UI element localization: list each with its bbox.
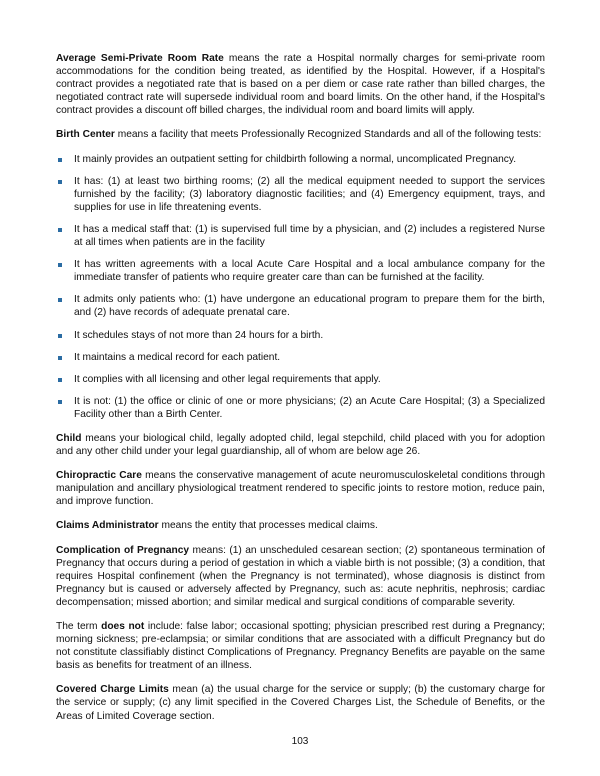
definition-term: Average Semi-Private Room Rate [56, 53, 224, 64]
list-item [56, 153, 545, 166]
definition-body: means the conservative management of acute neuromusculoskeletal conditions through manipulation and ancillary physiological treatment rendered to specific joints to restore motion, reduce pain, and improve function. [56, 470, 545, 508]
bullet-square-icon [58, 180, 62, 184]
list-item [56, 351, 545, 364]
birth-center-tests-list [56, 153, 545, 421]
definition-term: Chiropractic Care [56, 470, 142, 482]
bullet-square-icon [58, 228, 62, 232]
list-item-text: It has a medical staff that: (1) is supervised full time by a physician, and (2) includes a registered Nurse at all times when patients are in the facility [74, 223, 545, 249]
definition-term: Complication of Pregnancy [56, 544, 190, 556]
list-item-text: It is not: (1) the office or clinic of one or more physicians; (2) an Acute Care Hospital; (3) a Specialized Facility other than a Birth Center. [74, 395, 545, 420]
definition-chiropractic-care [56, 469, 545, 508]
list-item [56, 395, 545, 421]
bullet-square-icon [58, 400, 62, 404]
definition-body: means your biological child, legally adopted child, legal stepchild, child placed with you for adoption and any other child under your legal guardianship, all of whom are below age 26. [56, 432, 545, 458]
list-item-text: It complies with all licensing and other legal requirements that apply. [74, 373, 381, 385]
definition-body: means the rate a Hospital normally charges for semi-private room accommodations for the condition being treated, as identified by the Hospital. However, if a Hospital's contract provides a negotiated rate that is based on a per diem or case rate rather than billed charges, the negotiated contract rate will supersede individual room and board limits. On the other hand, if the Hospital's contract provides a discount off billed charges, the individual room and board limits will apply. [56, 53, 545, 117]
list-item-text: It has written agreements with a local Acute Care Hospital and a local ambulance company for the immediate transfer of patients who require greater care than can be furnished at the facility. [74, 259, 545, 284]
bullet-square-icon [58, 298, 62, 302]
list-item [56, 258, 545, 284]
list-item [56, 373, 545, 386]
definition-body: means: (1) an unscheduled cesarean section; (2) spontaneous termination of Pregnancy that occurs during a period of gestation in which a viable birth is not possible; (3) a condition, that requires Hospital confinement (when the Pregnancy is not terminated), whose diagnosis is distinct from Pregnancy but is caused or adversely affected by Pregnancy, such as: acute nephritis, nephrosis; cardiac decompensation; missed abortion; and similar medical and surgical conditions of comparable severity. [56, 544, 545, 608]
list-item-text: It maintains a medical record for each patient. [74, 351, 281, 363]
bullet-square-icon [58, 378, 62, 382]
definition-body: means a facility that meets Professionally Recognized Standards and all of the following tests: [114, 129, 542, 141]
list-item-text: It has: (1) at least two birthing rooms; (2) all the medical equipment needed to support the services furnished by the facility; (3) laboratory diagnostic facilities; and (4) Emergency equipment, trays, and supplies for use in life threatening events. [74, 175, 545, 213]
list-item-text: It admits only patients who: (1) have undergone an educational program to prepare them for the birth, and (2) have records of adequate prenatal care. [74, 294, 545, 319]
list-item [56, 223, 545, 249]
definition-term: does not [101, 621, 145, 632]
definition-body: mean (a) the usual charge for the service or supply; (b) the customary charge for the service or supply; (c) any limit specified in the Covered Charges List, the Schedule of Benefits, or the Areas of Limited Coverage section. [56, 684, 545, 722]
list-item-text: It schedules stays of not more than 24 hours for a birth. [74, 329, 324, 341]
definition-average-semi-private-room-rate [56, 52, 545, 117]
list-item-text: It mainly provides an outpatient setting for childbirth following a normal, uncomplicated Pregnancy. [74, 153, 517, 165]
definition-body: include: false labor; occasional spotting; physician prescribed rest during a Pregnancy; morning sickness; pre-eclampsia; or similar conditions that are associated with a difficult Pregnancy but do not constitute classifiably distinct Complications of Pregnancy. Pregnancy Benefits are payable on the same basis as benefits for treatment of an illness. [56, 621, 545, 672]
list-item [56, 175, 545, 214]
bullet-square-icon [58, 158, 62, 162]
definition-does-not-include [56, 620, 545, 672]
definition-term: Claims Administrator [56, 520, 159, 532]
definition-child [56, 432, 545, 458]
definition-body: means the entity that processes medical claims. [158, 520, 378, 532]
definition-prefix: The term [56, 621, 102, 632]
bullet-square-icon [58, 356, 62, 360]
page-content [56, 52, 545, 723]
list-item [56, 329, 545, 342]
definition-term: Covered Charge Limits [56, 684, 169, 696]
definition-birth-center [56, 128, 545, 141]
list-item [56, 293, 545, 319]
page-number: 103 [291, 736, 309, 747]
definition-term: Birth Center [56, 129, 115, 141]
bullet-square-icon [58, 334, 62, 338]
definition-claims-administrator [56, 519, 545, 532]
definition-term: Child [56, 432, 82, 444]
definition-complication-of-pregnancy [56, 544, 545, 609]
bullet-square-icon [58, 263, 62, 267]
definition-covered-charge-limits [56, 683, 545, 722]
